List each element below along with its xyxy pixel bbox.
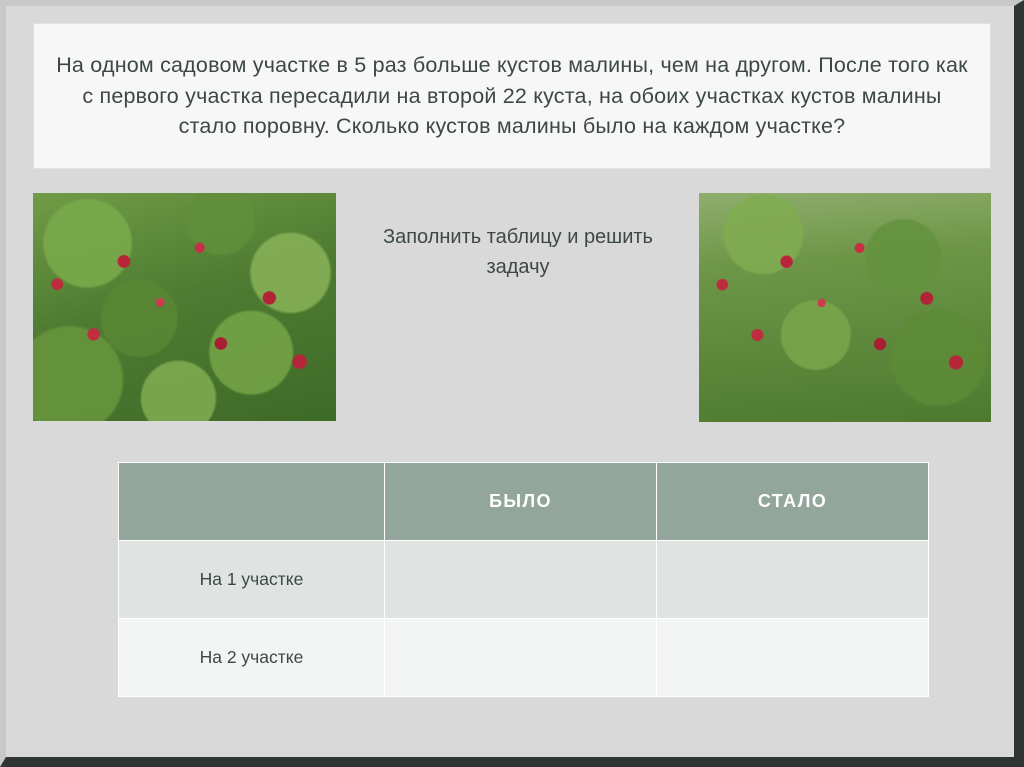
bush-illustration (699, 193, 991, 422)
row-label-plot-2: На 2 участке (119, 619, 385, 697)
cell-plot1-bylo[interactable] (385, 541, 657, 619)
table-header-stalo: СТАЛО (657, 463, 929, 541)
cell-plot2-stalo[interactable] (657, 619, 929, 697)
bush-illustration (33, 193, 336, 421)
problem-statement-box (33, 23, 991, 169)
row-label-plot-1: На 1 участке (119, 541, 385, 619)
table-row (119, 541, 929, 619)
instruction-caption: Заполнить таблицу и решить задачу (383, 226, 653, 278)
answer-table (118, 462, 928, 697)
raspberry-bush-right-image (699, 193, 991, 422)
table-header-bylo: БЫЛО (385, 463, 657, 541)
table-row (119, 619, 929, 697)
cell-plot2-bylo[interactable] (385, 619, 657, 697)
table-header-row (119, 463, 929, 541)
table-corner-cell (119, 463, 385, 541)
page-title: На одном садовом участке в 5 раз больше кустов малины, чем на другом. После того как с первого участка пересадили на второй 22 куста, на обоих участках кустов малины стало поровну. Сколько кустов малины было на каждом участке? (56, 53, 968, 139)
cell-plot1-stalo[interactable] (657, 541, 929, 619)
raspberry-bush-left-image (33, 193, 336, 421)
